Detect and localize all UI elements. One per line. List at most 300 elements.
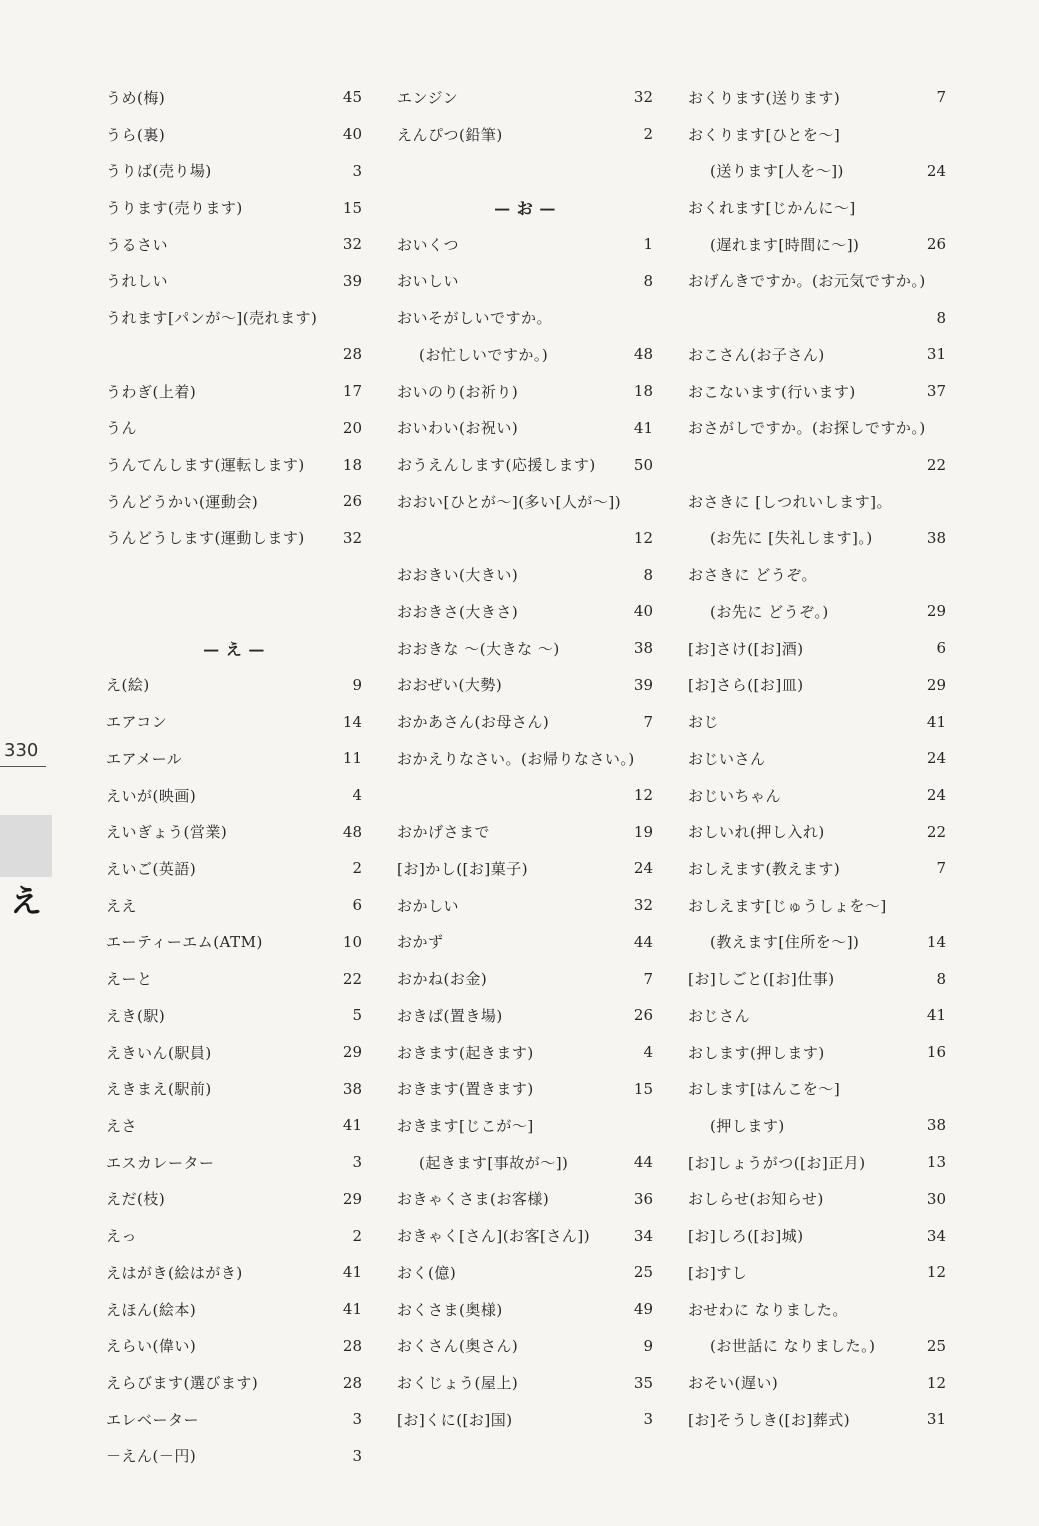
index-entry [397, 226, 653, 263]
entry-lesson-number: 34 [633, 1226, 653, 1245]
index-entry [688, 1144, 946, 1181]
entry-term: おく(億) [397, 1263, 457, 1282]
entry-term: (お世話に なりました。) [710, 1337, 876, 1356]
entry-lesson-number: 2 [352, 1226, 362, 1245]
entry-lesson-number: 7 [936, 859, 946, 878]
entry-term: えいぎょう(営業) [106, 823, 228, 842]
index-entry [688, 960, 946, 997]
index-entry [397, 1181, 653, 1218]
index-entry [688, 116, 946, 153]
entry-term: おげんきですか。(お元気ですか。) [688, 272, 926, 291]
entry-term: [お]くに([お]国) [397, 1410, 513, 1429]
entry-term: おおきな ～(大きな ～) [397, 639, 560, 658]
entry-term: おじさん [688, 1006, 751, 1025]
entry-term: おじいちゃん [688, 786, 782, 805]
index-entry [106, 1107, 362, 1144]
entry-lesson-number: 38 [633, 639, 653, 658]
entry-lesson-number: 7 [643, 712, 653, 731]
entry-term: [お]さら([お]皿) [688, 676, 804, 695]
index-entry [106, 593, 362, 630]
index-entry [397, 299, 653, 336]
entry-term: おきゃく[さん](お客[さん]) [397, 1227, 591, 1246]
entry-term: おいくつ [397, 235, 460, 254]
entry-term: おかしい [397, 896, 460, 915]
index-entry [397, 887, 653, 924]
index-entry [397, 1401, 653, 1438]
entry-lesson-number: 2 [352, 859, 362, 878]
entry-term: おします[はんこを～] [688, 1080, 841, 1099]
entry-term: うめ(梅) [106, 88, 166, 107]
entry-lesson-number: 8 [936, 308, 946, 327]
entry-lesson-number: 30 [926, 1189, 946, 1208]
entry-lesson-number: 2 [643, 125, 653, 144]
entry-term: おしいれ(押し入れ) [688, 823, 825, 842]
entry-term: おさきに どうぞ。 [688, 566, 817, 585]
index-entry [397, 813, 653, 850]
entry-term: おかね(お金) [397, 970, 488, 989]
index-entry [688, 1034, 946, 1071]
entry-term: おおきい(大きい) [397, 566, 519, 585]
entry-lesson-number: 3 [352, 1153, 362, 1172]
entry-term: えきいん(駅員) [106, 1043, 212, 1062]
entry-lesson-number: 44 [633, 932, 653, 951]
entry-term: (お先に どうぞ。) [710, 602, 829, 621]
entry-term: おくさん(奥さん) [397, 1337, 519, 1356]
index-entry [397, 1364, 653, 1401]
entry-term: おしえます(教えます) [688, 859, 841, 878]
entry-lesson-number: 3 [352, 161, 362, 180]
entry-term: おかず [397, 933, 444, 952]
index-entry [397, 667, 653, 704]
entry-lesson-number: 32 [633, 88, 653, 107]
entry-term: うれます[パンが～](売れます) [106, 309, 318, 328]
entry-term: (お先に [失礼します]。) [710, 529, 873, 548]
entry-lesson-number: 18 [633, 382, 653, 401]
entry-lesson-number: 28 [342, 1336, 362, 1355]
entry-term: [お]そうしき([お]葬式) [688, 1410, 851, 1429]
index-entry [397, 740, 653, 777]
entry-lesson-number: 3 [352, 1446, 362, 1465]
entry-lesson-number: 35 [633, 1373, 653, 1392]
section-heading-label: — え — [203, 639, 265, 659]
index-entry [397, 373, 653, 410]
entry-term: おこないます(行います) [688, 382, 856, 401]
index-column-2 [397, 79, 653, 1438]
index-entry [106, 152, 362, 189]
entry-term: エーティーエム(ATM) [106, 933, 263, 952]
index-entry [688, 850, 946, 887]
entry-term: (押します) [710, 1116, 785, 1135]
index-entry [688, 997, 946, 1034]
entry-lesson-number: 20 [342, 418, 362, 437]
index-entry [397, 1034, 653, 1071]
entry-term: おさきに [しつれいします]。 [688, 492, 892, 511]
index-entry [688, 777, 946, 814]
entry-lesson-number: 39 [633, 675, 653, 694]
index-entry [688, 593, 946, 630]
index-entry [397, 703, 653, 740]
entry-term: おくります(送ります) [688, 88, 841, 107]
index-entry [397, 630, 653, 667]
entry-lesson-number: 24 [926, 749, 946, 768]
entry-lesson-number: 15 [342, 198, 362, 217]
entry-lesson-number: 32 [633, 896, 653, 915]
index-entry [688, 336, 946, 373]
index-entry [106, 336, 362, 373]
entry-term: うるさい [106, 235, 169, 254]
entry-lesson-number: 39 [342, 271, 362, 290]
entry-lesson-number: 6 [936, 639, 946, 658]
entry-term: －えん(－円) [106, 1447, 197, 1466]
entry-lesson-number: 7 [643, 969, 653, 988]
entry-term: [お]すし [688, 1263, 748, 1282]
entry-lesson-number: 32 [342, 528, 362, 547]
index-entry [397, 79, 653, 116]
entry-term: エアコン [106, 713, 168, 732]
index-entry [688, 1364, 946, 1401]
index-entry [106, 997, 362, 1034]
index-entry [106, 850, 362, 887]
index-entry [106, 1327, 362, 1364]
entry-lesson-number: 24 [926, 786, 946, 805]
index-entry [688, 520, 946, 557]
index-entry [106, 740, 362, 777]
entry-lesson-number: 7 [936, 88, 946, 107]
entry-term: おきば(置き場) [397, 1006, 503, 1025]
index-entry [106, 887, 362, 924]
entry-lesson-number: 38 [342, 1079, 362, 1098]
entry-term: おきます(置きます) [397, 1080, 534, 1099]
entry-term: えき(駅) [106, 1006, 166, 1025]
entry-term: (お忙しいですか。) [419, 345, 549, 364]
entry-lesson-number: 26 [926, 235, 946, 254]
index-entry [688, 189, 946, 226]
entry-lesson-number: 41 [926, 712, 946, 731]
index-entry [397, 1107, 653, 1144]
index-entry [397, 997, 653, 1034]
entry-lesson-number: 22 [342, 969, 362, 988]
entry-lesson-number: 41 [926, 1006, 946, 1025]
entry-lesson-number: 4 [643, 1043, 653, 1062]
entry-lesson-number: 44 [633, 1153, 653, 1172]
entry-term: おしえます[じゅうしょを～] [688, 896, 887, 915]
entry-term: おおい[ひとが～](多い[人が～]) [397, 492, 622, 511]
entry-lesson-number: 22 [926, 822, 946, 841]
index-entry [688, 1107, 946, 1144]
index-entry [688, 409, 946, 446]
entry-term: おいのり(お祈り) [397, 382, 519, 401]
index-entry [106, 409, 362, 446]
entry-term: (遅れます[時間に～]) [710, 235, 860, 254]
entry-term: [お]しごと([お]仕事) [688, 970, 835, 989]
index-entry [397, 1327, 653, 1364]
index-column-1 [106, 79, 362, 1474]
index-entry [106, 813, 362, 850]
entry-term: [お]さけ([お]酒) [688, 639, 804, 658]
index-entry [106, 483, 362, 520]
entry-term: えほん(絵本) [106, 1300, 197, 1319]
index-entry [397, 336, 653, 373]
entry-term: おかえりなさい。(お帰りなさい。) [397, 749, 635, 768]
entry-lesson-number: 49 [633, 1300, 653, 1319]
index-entry [397, 593, 653, 630]
entry-lesson-number: 29 [342, 1043, 362, 1062]
entry-term: うんてんします(運転します) [106, 456, 305, 475]
entry-term: おきます[じこが～] [397, 1116, 534, 1135]
index-entry [397, 1217, 653, 1254]
entry-lesson-number: 10 [342, 932, 362, 951]
entry-term: うんどうします(運動します) [106, 529, 305, 548]
entry-term: おくじょう(屋上) [397, 1374, 519, 1393]
index-entry [106, 777, 362, 814]
entry-lesson-number: 4 [352, 786, 362, 805]
section-heading [397, 189, 653, 226]
index-entry [106, 189, 362, 226]
index-entry [106, 703, 362, 740]
entry-lesson-number: 41 [342, 1263, 362, 1282]
entry-term: [お]かし([お]菓子) [397, 859, 529, 878]
entry-term: おくさま(奥様) [397, 1300, 503, 1319]
index-entry [397, 263, 653, 300]
entry-lesson-number: 38 [926, 528, 946, 547]
index-entry [688, 263, 946, 300]
index-column-3 [688, 79, 946, 1438]
entry-term: えんぴつ(鉛筆) [397, 125, 503, 144]
entry-lesson-number: 12 [926, 1373, 946, 1392]
entry-lesson-number: 36 [633, 1189, 653, 1208]
entry-term: うら(裏) [106, 125, 166, 144]
index-entry [106, 226, 362, 263]
index-entry [688, 703, 946, 740]
entry-lesson-number: 3 [352, 1410, 362, 1429]
index-entry [106, 1034, 362, 1071]
entry-term: おじ [688, 713, 720, 732]
entry-term: えさ [106, 1116, 138, 1135]
index-entry [688, 887, 946, 924]
entry-term: えだ(枝) [106, 1190, 166, 1209]
entry-term: おかげさまで [397, 823, 491, 842]
entry-lesson-number: 26 [342, 492, 362, 511]
index-entry [106, 373, 362, 410]
entry-lesson-number: 14 [926, 932, 946, 951]
entry-lesson-number: 6 [352, 896, 362, 915]
index-tab-letter: え [10, 882, 43, 920]
index-entry [106, 116, 362, 153]
entry-term: うわぎ(上着) [106, 382, 197, 401]
entry-lesson-number: 29 [926, 602, 946, 621]
index-entry [106, 299, 362, 336]
entry-lesson-number: 38 [926, 1116, 946, 1135]
index-entry [397, 152, 653, 189]
entry-lesson-number: 28 [342, 1373, 362, 1392]
index-entry [106, 556, 362, 593]
entry-lesson-number: 41 [633, 418, 653, 437]
index-entry [106, 1181, 362, 1218]
entry-term: えきまえ(駅前) [106, 1080, 212, 1099]
entry-term: うれしい [106, 272, 169, 291]
entry-lesson-number: 50 [633, 455, 653, 474]
index-entry [688, 226, 946, 263]
index-entry [397, 850, 653, 887]
entry-lesson-number: 15 [633, 1079, 653, 1098]
index-entry [688, 556, 946, 593]
entry-term: おきます(起きます) [397, 1043, 534, 1062]
index-entry [397, 409, 653, 446]
entry-lesson-number: 29 [342, 1189, 362, 1208]
entry-term: おさがしですか。(お探しですか。) [688, 419, 926, 438]
entry-lesson-number: 45 [342, 88, 362, 107]
entry-lesson-number: 40 [342, 125, 362, 144]
entry-term: おくります[ひとを～] [688, 125, 841, 144]
entry-lesson-number: 8 [643, 271, 653, 290]
entry-term: エレベーター [106, 1410, 200, 1429]
section-heading [106, 630, 362, 667]
index-entry [397, 483, 653, 520]
entry-lesson-number: 24 [633, 859, 653, 878]
index-entry [688, 373, 946, 410]
entry-term: ええ [106, 896, 138, 915]
index-entry [106, 1401, 362, 1438]
entry-lesson-number: 8 [936, 969, 946, 988]
index-entry [106, 520, 362, 557]
index-entry [688, 446, 946, 483]
entry-term: うりば(売り場) [106, 162, 212, 181]
entry-lesson-number: 14 [342, 712, 362, 731]
entry-lesson-number: 8 [643, 565, 653, 584]
entry-term: (起きます[事故が～]) [419, 1153, 569, 1172]
index-entry [106, 1217, 362, 1254]
entry-lesson-number: 5 [352, 1006, 362, 1025]
entry-term: おうえんします(応援します) [397, 456, 596, 475]
entry-term: うんどうかい(運動会) [106, 492, 259, 511]
index-entry [688, 1327, 946, 1364]
index-entry [688, 630, 946, 667]
entry-term: おじいさん [688, 749, 766, 768]
index-entry [106, 1144, 362, 1181]
index-entry [397, 1070, 653, 1107]
entry-lesson-number: 41 [342, 1300, 362, 1319]
entry-term: おします(押します) [688, 1043, 825, 1062]
entry-lesson-number: 41 [342, 1116, 362, 1135]
index-entry [688, 483, 946, 520]
entry-term: (教えます[住所を～]) [710, 933, 860, 952]
index-entry [106, 1254, 362, 1291]
index-entry [688, 740, 946, 777]
entry-lesson-number: 37 [926, 382, 946, 401]
entry-term: おきゃくさま(お客様) [397, 1190, 550, 1209]
entry-lesson-number: 1 [643, 235, 653, 254]
entry-term: おおぜい(大勢) [397, 676, 503, 695]
entry-lesson-number: 28 [342, 345, 362, 364]
index-entry [688, 1254, 946, 1291]
entry-term: えらい(偉い) [106, 1337, 197, 1356]
index-entry [397, 556, 653, 593]
index-entry [688, 667, 946, 704]
entry-term: えいご(英語) [106, 859, 197, 878]
entry-lesson-number: 19 [633, 822, 653, 841]
index-entry [688, 1401, 946, 1438]
index-entry [397, 777, 653, 814]
entry-term: (送ります[人を～]) [710, 162, 844, 181]
entry-term: おくれます[じかんに～] [688, 199, 856, 218]
index-entry [397, 446, 653, 483]
entry-lesson-number: 22 [926, 455, 946, 474]
page-number: 330 [4, 740, 39, 761]
entry-lesson-number: 18 [342, 455, 362, 474]
entry-lesson-number: 12 [633, 528, 653, 547]
entry-lesson-number: 9 [352, 675, 362, 694]
index-entry [397, 1291, 653, 1328]
entry-lesson-number: 48 [633, 345, 653, 364]
index-entry [106, 1364, 362, 1401]
index-entry [106, 667, 362, 704]
index-entry [688, 1181, 946, 1218]
index-entry [688, 152, 946, 189]
entry-term: おこさん(お子さん) [688, 345, 825, 364]
entry-term: おしらせ(お知らせ) [688, 1190, 824, 1209]
index-entry [688, 1291, 946, 1328]
index-entry [106, 1438, 362, 1475]
entry-lesson-number: 31 [926, 345, 946, 364]
entry-lesson-number: 26 [633, 1006, 653, 1025]
index-entry [106, 924, 362, 961]
entry-lesson-number: 25 [926, 1336, 946, 1355]
index-entry [688, 79, 946, 116]
entry-lesson-number: 31 [926, 1410, 946, 1429]
entry-term: おいわい(お祝い) [397, 419, 519, 438]
entry-term: えらびます(選びます) [106, 1374, 259, 1393]
entry-term: えーと [106, 970, 153, 989]
entry-lesson-number: 12 [633, 786, 653, 805]
entry-term: [お]しろ([お]城) [688, 1227, 804, 1246]
entry-lesson-number: 9 [643, 1336, 653, 1355]
index-entry [397, 1144, 653, 1181]
entry-term: おいしい [397, 272, 460, 291]
index-entry [397, 116, 653, 153]
entry-term: おせわに なりました。 [688, 1300, 848, 1319]
entry-term: おいそがしいですか。 [397, 309, 553, 328]
index-entry [688, 1217, 946, 1254]
entry-lesson-number: 34 [926, 1226, 946, 1245]
entry-term: うります(売ります) [106, 199, 243, 218]
entry-term: おおきさ(大きさ) [397, 602, 519, 621]
entry-lesson-number: 16 [926, 1043, 946, 1062]
entry-lesson-number: 29 [926, 675, 946, 694]
entry-term: エアメール [106, 749, 183, 768]
entry-term: うん [106, 419, 138, 438]
entry-term: おそい(遅い) [688, 1374, 779, 1393]
entry-term: エンジン [397, 88, 459, 107]
index-entry [106, 79, 362, 116]
entry-lesson-number: 25 [633, 1263, 653, 1282]
entry-term: エスカレーター [106, 1153, 215, 1172]
index-entry [106, 960, 362, 997]
index-entry [397, 1254, 653, 1291]
index-entry [688, 813, 946, 850]
entry-lesson-number: 24 [926, 161, 946, 180]
entry-lesson-number: 11 [342, 749, 362, 768]
index-entry [688, 299, 946, 336]
index-entry [688, 1070, 946, 1107]
section-heading-label: — お — [494, 199, 556, 219]
entry-lesson-number: 3 [643, 1410, 653, 1429]
index-entry [106, 446, 362, 483]
index-entry [397, 924, 653, 961]
entry-term: えいが(映画) [106, 786, 197, 805]
index-entry [106, 1070, 362, 1107]
entry-term: え(絵) [106, 676, 150, 695]
index-entry [106, 263, 362, 300]
